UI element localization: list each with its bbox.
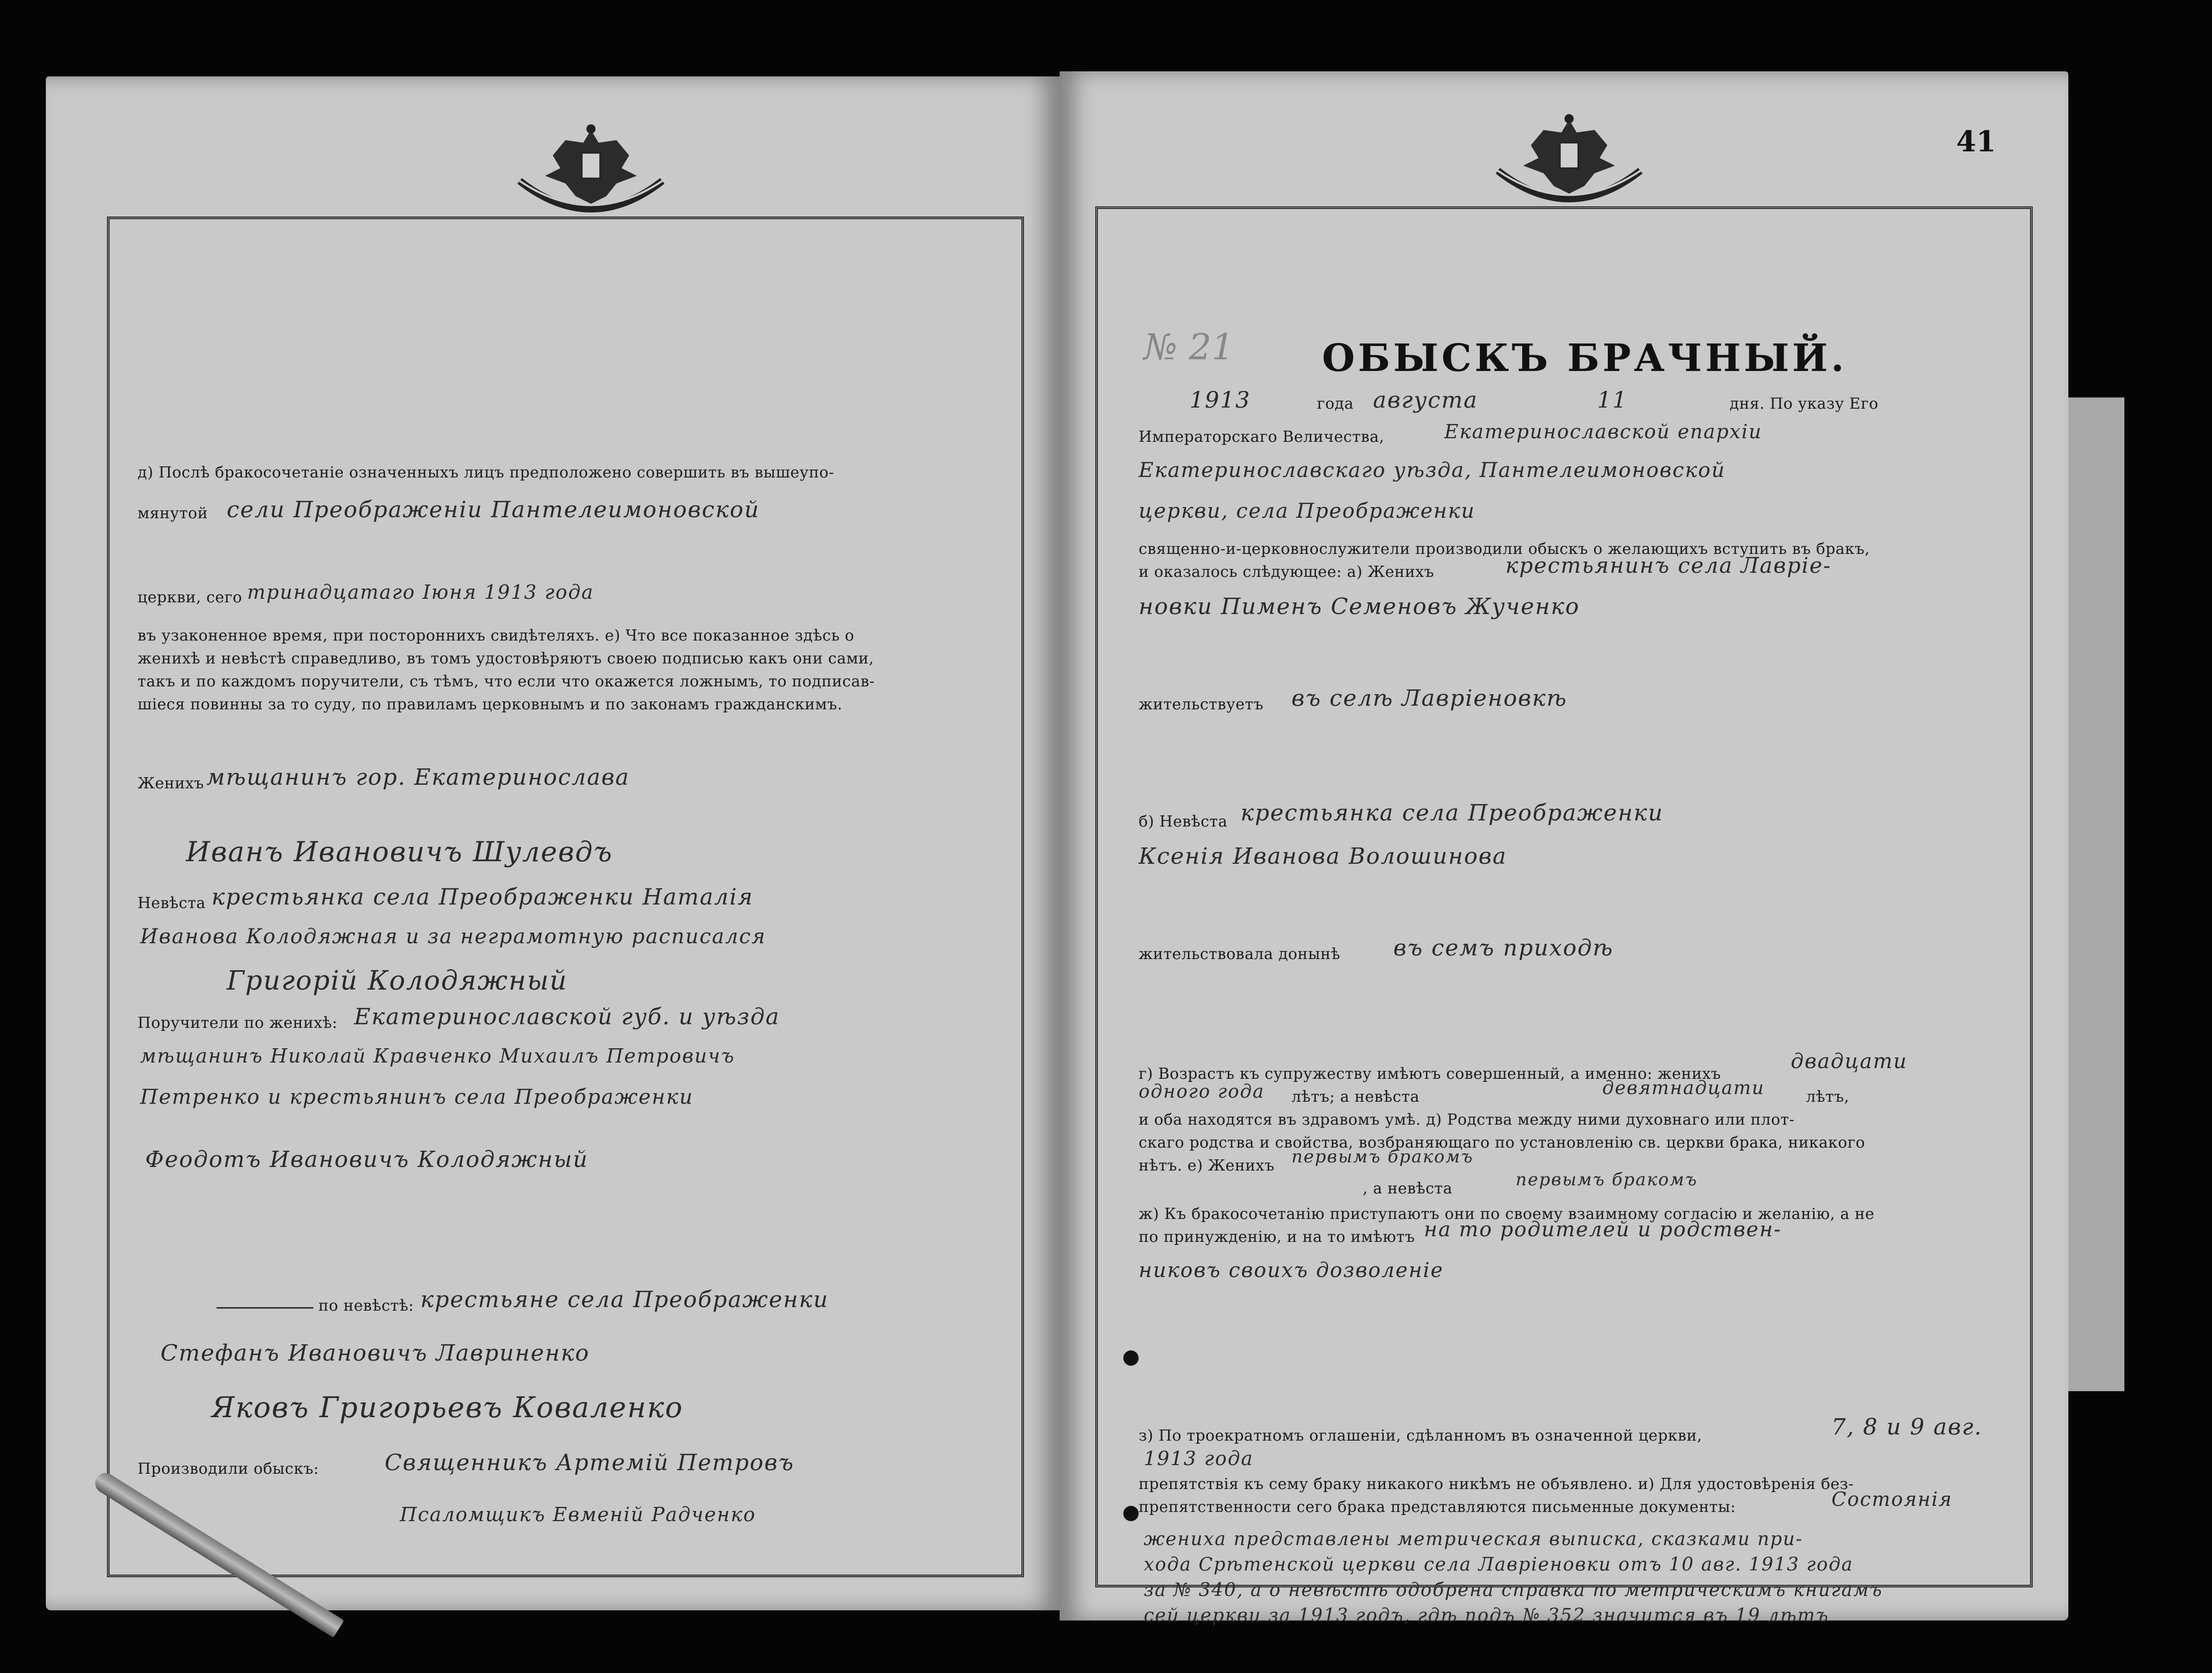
handwritten-entry: въ селѣ Лавріеновкѣ	[1291, 685, 1568, 711]
handwritten-entry: Стефанъ Ивановичъ Лавриненко	[160, 1340, 590, 1366]
handwritten-entry: тринадцатаго Іюня 1913 года	[247, 581, 594, 603]
printed-line: нѣтъ. е) Женихъ	[1139, 1157, 1275, 1175]
handwritten-entry: мѣщанинъ Николай Кравченко Михаилъ Петровичъ	[140, 1045, 735, 1067]
handwritten-entry: Иванъ Ивановичъ Шулевдъ	[186, 836, 613, 868]
printed-line: и оба находятся въ здравомъ умѣ. д) Родства между ними духовнаго или плот-	[1139, 1111, 1795, 1129]
printed-line: женихѣ и невѣстѣ справедливо, въ томъ удостовѣряютъ своею подписью какъ они сами,	[138, 650, 874, 668]
printed-line: б) Невѣста	[1139, 813, 1228, 831]
printed-line: препятственности сего брака представляются письменные документы:	[1139, 1498, 1736, 1516]
document-title: ОБЫСКЪ БРАЧНЫЙ.	[1322, 336, 1847, 380]
printed-line: и оказалось слѣдующее: а) Женихъ	[1139, 563, 1435, 581]
handwritten-entry: 1913 года	[1144, 1447, 1254, 1470]
handwritten-entry: Екатеринославской губ. и уѣзда	[354, 1004, 780, 1030]
bride-sureties-label: по невѣстѣ:	[318, 1297, 414, 1315]
groom-label: Женихъ	[138, 775, 204, 792]
handwritten-entry: Состоянія	[1831, 1488, 1953, 1510]
handwritten-entry: церкви, села Преображенки	[1139, 499, 1475, 523]
handwritten-entry: девятнадцати	[1602, 1078, 1765, 1099]
printed-line: д) Послѣ бракосочетаніе означенныхъ лицъ предположено совершить въ вышеупо-	[138, 464, 834, 482]
handwritten-entry: Ксенія Иванова Волошинова	[1139, 843, 1507, 869]
handwritten-entry: хода Срѣтенской церкви села Лавріеновки отъ 10 авг. 1913 года	[1144, 1554, 1854, 1575]
groom-sureties-label: Поручители по женихѣ:	[138, 1014, 338, 1032]
handwritten-entry: сей церкви за 1913 годъ, гдѣ подъ № 352 значится въ 19 лѣтъ	[1144, 1605, 1829, 1626]
bride-label: Невѣста	[138, 894, 206, 912]
handwritten-entry: новки Пименъ Семеновъ Жученко	[1139, 594, 1580, 620]
imperial-eagle-emblem	[489, 120, 693, 222]
handwritten-entry: Яковъ Григорьевъ Коваленко	[211, 1391, 684, 1424]
handwritten-entry: первымъ бракомъ	[1291, 1147, 1474, 1167]
handwritten-entry: Феодотъ Ивановичъ Колодяжный	[145, 1147, 589, 1173]
printed-line: жительствовала донынѣ	[1139, 945, 1340, 963]
right-page-frame	[1095, 206, 2033, 1626]
printed-line: дня. По указу Его	[1730, 395, 1879, 413]
handwritten-entry: за № 340, а о невѣстѣ одобрена справка по метрическимъ книгамъ	[1144, 1580, 1883, 1601]
printed-line: г) Возрастъ къ супружеству имѣютъ совершенный, а именно: женихъ	[1139, 1065, 1721, 1083]
printed-line: года	[1317, 395, 1354, 413]
printed-line: ж) Къ бракосочетанію приступаютъ они по своему взаимному согласію и желанію, а не	[1139, 1205, 1875, 1223]
handwritten-entry: 7, 8 и 9 авг.	[1831, 1414, 1983, 1440]
handwritten-entry: августа	[1373, 387, 1478, 413]
inserted-sheet-edge	[2068, 397, 2124, 1391]
printed-line: скаго родства и свойства, возбраняющаго по установленію св. церкви брака, никакого	[1139, 1134, 1866, 1152]
handwritten-entry: первымъ бракомъ	[1516, 1170, 1698, 1190]
handwritten-entry: двадцати	[1791, 1050, 1908, 1073]
handwritten-entry: 11	[1597, 387, 1628, 413]
handwritten-entry: на то родителей и родствен-	[1424, 1218, 1782, 1241]
printed-line: лѣтъ,	[1806, 1088, 1849, 1106]
printed-line: священно-и-церковнослужители производили обыскъ о желающихъ вступить въ бракъ,	[1139, 540, 1870, 558]
imperial-eagle-emblem	[1467, 110, 1671, 211]
printed-line: лѣтъ; а невѣста	[1291, 1088, 1420, 1106]
right-page	[1060, 71, 2068, 1626]
printed-line: Императорскаго Величества,	[1139, 428, 1385, 446]
handwritten-entry: мѣщанинъ гор. Екатеринослава	[206, 764, 630, 790]
performed-label: Производили обыскъ:	[138, 1460, 319, 1478]
printed-line: по принужденію, и на то имѣютъ	[1139, 1228, 1415, 1246]
handwritten-entry: Григорій Колодяжный	[227, 966, 568, 996]
handwritten-entry: Иванова Колодяжная и за неграмотную расписался	[140, 925, 766, 948]
handwritten-entry: 1913	[1190, 387, 1251, 413]
handwritten-signature: Священникъ Артемій Петровъ	[385, 1450, 795, 1476]
handwritten-entry: никовъ своихъ дозволеніе	[1139, 1259, 1444, 1282]
left-page	[46, 76, 1060, 1610]
handwritten-entry: Екатеринославскаго уѣзда, Пантелеимоновской	[1139, 459, 1726, 482]
page-number: 41	[1956, 125, 1996, 158]
printed-line: такъ и по каждомъ поручители, съ тѣмъ, что если что окажется ложнымъ, то подписав-	[138, 673, 875, 691]
binding-hole	[1123, 1350, 1139, 1366]
printed-line: з) По троекратномъ оглашеніи, сдѣланномъ въ означенной церкви,	[1139, 1427, 1703, 1445]
handwritten-entry: одного года	[1139, 1081, 1265, 1102]
handwritten-entry: крестьяне села Преображенки	[420, 1287, 829, 1313]
printed-line: въ узаконенное время, при постороннихъ свидѣтеляхъ. е) Что все показанное здѣсь о	[138, 627, 854, 645]
record-number: № 21	[1144, 326, 1234, 368]
handwritten-entry: Екатеринославской епархіи	[1444, 420, 1762, 443]
handwritten-entry: Петренко и крестьянинъ села Преображенки	[140, 1085, 694, 1109]
printed-line: жительствуетъ	[1139, 696, 1264, 713]
printed-line: препятствія къ сему браку никакого никѣмъ не объявлено. и) Для удостовѣренія без-	[1139, 1475, 1854, 1493]
handwritten-entry: крестьянинъ села Лавріе-	[1505, 553, 1831, 578]
handwritten-entry: сели Преображеніи Пантелеимоновской	[227, 497, 760, 523]
handwritten-entry: крестьянка села Преображенки	[1240, 800, 1664, 826]
binding-hole	[1123, 1506, 1139, 1521]
blank-line	[217, 1307, 313, 1309]
printed-line: церкви, сего	[138, 589, 242, 606]
printed-line: шіеся повинны за то суду, по правиламъ церковнымъ и по законамъ гражданскимъ.	[138, 696, 843, 713]
printed-line: , а невѣста	[1363, 1180, 1453, 1198]
handwritten-signature: Псаломщикъ Евменій Радченко	[400, 1503, 756, 1526]
handwritten-entry: въ семъ приходѣ	[1393, 935, 1614, 961]
left-page-frame	[107, 217, 1024, 1577]
handwritten-entry: жениха представлены метрическая выписка, сказками при-	[1144, 1529, 1803, 1550]
printed-line: мянутой	[138, 504, 208, 522]
handwritten-entry: крестьянка села Преображенки Наталія	[211, 884, 754, 910]
